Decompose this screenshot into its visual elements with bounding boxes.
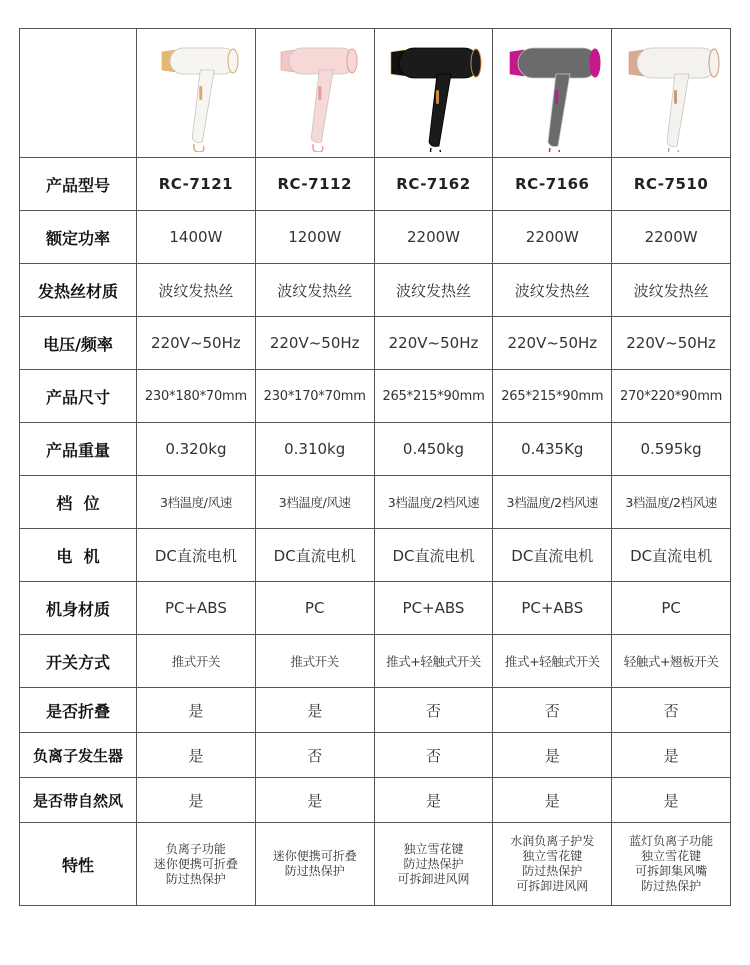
product-image-cell (612, 29, 731, 158)
cell-switch: 推式开关 (137, 635, 256, 688)
cell-foldable: 否 (493, 688, 612, 733)
table-row-heating (20, 264, 731, 317)
cell-heating: 波纹发热丝 (374, 264, 493, 317)
cell-natural_wind: 是 (612, 778, 731, 823)
cell-gears: 3档温度/风速 (255, 476, 374, 529)
row-label-heating: 发热丝材质 (20, 264, 137, 317)
dryer-switch (318, 86, 321, 100)
cell-foldable: 否 (374, 688, 493, 733)
cell-voltage: 220V~50Hz (255, 317, 374, 370)
feature-line: 水润负离子护发 (510, 834, 595, 848)
row-label-size: 产品尺寸 (20, 370, 137, 423)
feature-line: 防过热保护 (284, 864, 345, 878)
row-label-power: 额定功率 (20, 211, 137, 264)
cell-power: 2200W (493, 211, 612, 264)
cell-heating: 波纹发热丝 (493, 264, 612, 317)
cell-voltage: 220V~50Hz (612, 317, 731, 370)
cell-material: PC (612, 582, 731, 635)
cell-model: RC-7510 (612, 158, 731, 211)
cell-ion: 是 (493, 733, 612, 778)
spec-table (19, 28, 731, 906)
feature-line: 迷你便携可折叠 (153, 856, 238, 871)
cell-size: 265*215*90mm (493, 370, 612, 423)
cell-material: PC+ABS (493, 582, 612, 635)
cell-size: 265*215*90mm (374, 370, 493, 423)
dryer-cord-loop (431, 148, 441, 152)
cell-weight: 0.320kg (137, 423, 256, 476)
cell-material: PC (255, 582, 374, 635)
feature-line: 蓝灯负离子功能 (629, 834, 714, 848)
row-label-foldable: 是否折叠 (20, 688, 137, 733)
dryer-cord-loop (194, 144, 204, 152)
cell-switch: 推式+轻触式开关 (493, 635, 612, 688)
table-row-gears (20, 476, 731, 529)
cell-gears: 3档温度/风速 (137, 476, 256, 529)
cell-natural_wind: 是 (493, 778, 612, 823)
row-label-gears: 档 位 (20, 476, 137, 529)
hair-dryer-image (496, 34, 608, 152)
cell-heating: 波纹发热丝 (137, 264, 256, 317)
table-row-image (20, 29, 731, 158)
cell-motor: DC直流电机 (255, 529, 374, 582)
dryer-body (518, 48, 598, 78)
dryer-handle (548, 74, 570, 147)
features-cell (374, 823, 493, 906)
feature-line: 独立雪花键 (522, 849, 583, 863)
dryer-rear (228, 49, 238, 73)
cell-natural_wind: 是 (374, 778, 493, 823)
features-cell (612, 823, 731, 906)
cell-power: 2200W (374, 211, 493, 264)
feature-line: 防过热保护 (522, 864, 583, 878)
feature-line: 防过热保护 (641, 879, 702, 893)
product-image-cell (137, 29, 256, 158)
hair-dryer-image (259, 34, 371, 152)
cell-power: 1400W (137, 211, 256, 264)
cell-model: RC-7166 (493, 158, 612, 211)
row-label-ion: 负离子发生器 (20, 733, 137, 778)
dryer-handle (311, 70, 333, 143)
dryer-handle (429, 74, 451, 147)
feature-line: 可拆卸进风网 (516, 879, 589, 893)
row-label-material: 机身材质 (20, 582, 137, 635)
feature-line: 负离子功能 (165, 841, 226, 856)
dryer-handle (192, 70, 214, 143)
row-label-weight: 产品重量 (20, 423, 137, 476)
features-cell (255, 823, 374, 906)
cell-heating: 波纹发热丝 (255, 264, 374, 317)
cell-ion: 是 (137, 733, 256, 778)
dryer-switch (674, 90, 677, 104)
dryer-switch (436, 90, 439, 104)
table-row-switch (20, 635, 731, 688)
cell-ion: 是 (612, 733, 731, 778)
table-row-motor (20, 529, 731, 582)
product-image-cell (255, 29, 374, 158)
table-row-material (20, 582, 731, 635)
cell-ion: 否 (374, 733, 493, 778)
cell-motor: DC直流电机 (374, 529, 493, 582)
cell-weight: 0.435Kg (493, 423, 612, 476)
dryer-switch (555, 90, 558, 104)
feature-line: 独立雪花键 (641, 849, 702, 863)
table-row-features (20, 823, 731, 906)
feature-line: 可拆卸集风嘴 (635, 864, 708, 878)
cell-power: 1200W (255, 211, 374, 264)
product-image-cell (493, 29, 612, 158)
cell-material: PC+ABS (374, 582, 493, 635)
cell-motor: DC直流电机 (137, 529, 256, 582)
cell-voltage: 220V~50Hz (493, 317, 612, 370)
feature-line: 防过热保护 (165, 871, 226, 886)
dryer-body (399, 48, 479, 78)
cell-material: PC+ABS (137, 582, 256, 635)
cell-voltage: 220V~50Hz (374, 317, 493, 370)
cell-weight: 0.595kg (612, 423, 731, 476)
table-row-natural_wind (20, 778, 731, 823)
cell-size: 270*220*90mm (612, 370, 731, 423)
cell-motor: DC直流电机 (612, 529, 731, 582)
hair-dryer-image (140, 34, 252, 152)
feature-line: 防过热保护 (403, 856, 464, 871)
cell-switch: 轻触式+翘板开关 (612, 635, 731, 688)
row-label-model: 产品型号 (20, 158, 137, 211)
feature-line: 独立雪花键 (403, 841, 464, 856)
cell-natural_wind: 是 (255, 778, 374, 823)
cell-voltage: 220V~50Hz (137, 317, 256, 370)
product-image-cell (374, 29, 493, 158)
dryer-rear (347, 49, 357, 73)
cell-ion: 否 (255, 733, 374, 778)
cell-gears: 3档温度/2档风速 (374, 476, 493, 529)
row-label-features: 特性 (20, 823, 137, 906)
cell-switch: 推式开关 (255, 635, 374, 688)
cell-gears: 3档温度/2档风速 (612, 476, 731, 529)
cell-heating: 波纹发热丝 (612, 264, 731, 317)
cell-model: RC-7121 (137, 158, 256, 211)
table-row-ion (20, 733, 731, 778)
row-label-motor: 电 机 (20, 529, 137, 582)
cell-motor: DC直流电机 (493, 529, 612, 582)
corner-cell (20, 29, 137, 158)
dryer-rear (709, 49, 719, 77)
dryer-switch (199, 86, 202, 100)
row-label-switch: 开关方式 (20, 635, 137, 688)
cell-size: 230*170*70mm (255, 370, 374, 423)
row-label-voltage: 电压/频率 (20, 317, 137, 370)
cell-natural_wind: 是 (137, 778, 256, 823)
cell-foldable: 是 (137, 688, 256, 733)
cell-weight: 0.310kg (255, 423, 374, 476)
hair-dryer-image (377, 34, 489, 152)
dryer-rear (471, 49, 481, 77)
cell-model: RC-7162 (374, 158, 493, 211)
table-row-size (20, 370, 731, 423)
cell-model: RC-7112 (255, 158, 374, 211)
cell-weight: 0.450kg (374, 423, 493, 476)
cell-gears: 3档温度/2档风速 (493, 476, 612, 529)
table-row-weight (20, 423, 731, 476)
features-cell (137, 823, 256, 906)
table-row-model (20, 158, 731, 211)
features-cell (493, 823, 612, 906)
dryer-cord-loop (669, 148, 679, 152)
cell-foldable: 否 (612, 688, 731, 733)
cell-foldable: 是 (255, 688, 374, 733)
dryer-body (637, 48, 717, 78)
hair-dryer-image (615, 34, 727, 152)
dryer-rear (590, 49, 600, 77)
cell-switch: 推式+轻触式开关 (374, 635, 493, 688)
table-row-voltage (20, 317, 731, 370)
feature-line: 可拆卸进风网 (397, 871, 470, 886)
row-label-natural_wind: 是否带自然风 (20, 778, 137, 823)
cell-power: 2200W (612, 211, 731, 264)
dryer-cord-loop (313, 144, 323, 152)
feature-line: 迷你便携可折叠 (272, 849, 357, 863)
dryer-handle (667, 74, 689, 147)
table-row-power (20, 211, 731, 264)
dryer-cord-loop (550, 148, 560, 152)
cell-size: 230*180*70mm (137, 370, 256, 423)
table-row-foldable (20, 688, 731, 733)
